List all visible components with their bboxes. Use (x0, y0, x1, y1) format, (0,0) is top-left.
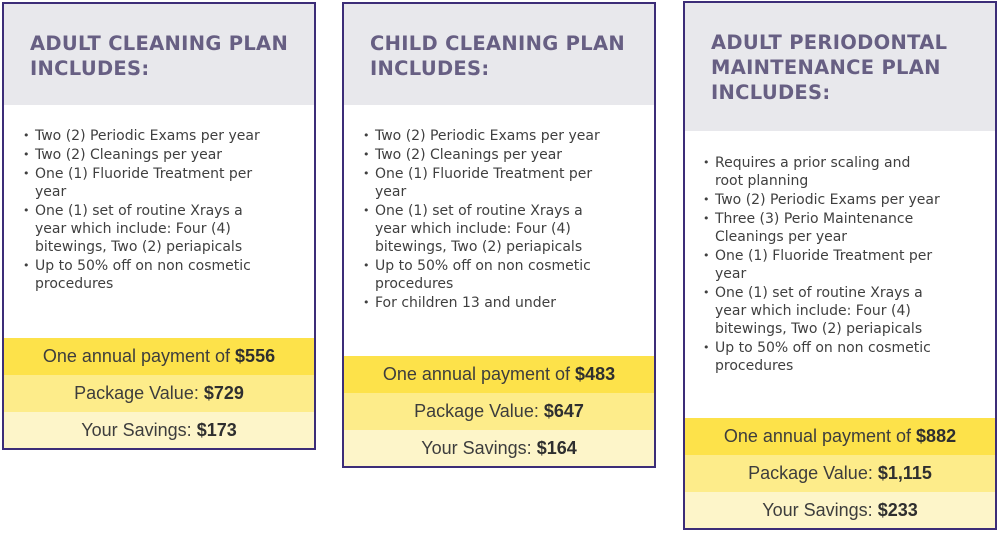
feature-list (23, 127, 304, 293)
savings-band (4, 412, 314, 448)
savings-price: $164 (536, 438, 577, 458)
plan-title: ADULT CLEANING PLAN INCLUDES: (30, 32, 289, 80)
savings-price: $233 (877, 500, 918, 520)
feature-item: • Up to 50% off on non cosmetic procedures (363, 257, 605, 293)
feature-item: • One (1) set of routine Xrays a year which include: Four (4) bitewings, Two (2) periapicals (703, 284, 945, 338)
feature-item: • One (1) Fluoride Treatment per year (703, 247, 945, 283)
package-value-band (685, 455, 995, 492)
savings-band (685, 492, 995, 528)
feature-item: • Two (2) Cleanings per year (363, 146, 644, 164)
plan-card-body (4, 105, 314, 338)
annual-payment-label: One annual payment of (42, 346, 231, 366)
package-value-price: $1,115 (877, 463, 932, 483)
package-value-band (4, 375, 314, 412)
feature-item: • One (1) set of routine Xrays a year which include: Four (4) bitewings, Two (2) periapicals (23, 202, 265, 256)
package-value-price: $647 (543, 401, 584, 421)
feature-item: • Two (2) Cleanings per year (23, 146, 304, 164)
plan-card-child-cleaning (342, 2, 656, 468)
plan-card-header (4, 4, 314, 105)
feature-item: • Two (2) Periodic Exams per year (363, 127, 644, 145)
plan-card-header (685, 3, 995, 131)
plan-title: CHILD CLEANING PLAN INCLUDES: (370, 32, 625, 80)
package-value-price: $729 (203, 383, 244, 403)
savings-band (344, 430, 654, 466)
plan-card-adult-cleaning (2, 2, 316, 450)
package-value-label: Package Value: (414, 401, 539, 421)
plan-card-adult-periodontal (683, 1, 997, 530)
package-value-band (344, 393, 654, 430)
annual-payment-band (344, 356, 654, 393)
savings-label: Your Savings: (421, 438, 532, 458)
annual-payment-band (685, 418, 995, 455)
feature-item: • Requires a prior scaling and root planning (703, 154, 925, 190)
annual-payment-price: $882 (916, 426, 957, 446)
feature-item: • Three (3) Perio Maintenance Cleanings per year (703, 210, 945, 246)
package-value-label: Package Value: (74, 383, 199, 403)
feature-item: • One (1) set of routine Xrays a year which include: Four (4) bitewings, Two (2) periapicals (363, 202, 605, 256)
savings-price: $173 (196, 420, 237, 440)
annual-payment-band (4, 338, 314, 375)
feature-item: • Up to 50% off on non cosmetic procedures (703, 339, 945, 375)
plan-card-body (685, 131, 995, 418)
annual-payment-label: One annual payment of (723, 426, 912, 446)
plan-card-header (344, 4, 654, 105)
feature-item: • One (1) Fluoride Treatment per year (363, 165, 605, 201)
plan-card-body (344, 105, 654, 356)
feature-list (703, 154, 985, 375)
savings-label: Your Savings: (762, 500, 873, 520)
feature-item: • One (1) Fluoride Treatment per year (23, 165, 265, 201)
annual-payment-label: One annual payment of (382, 364, 571, 384)
annual-payment-price: $483 (575, 364, 616, 384)
savings-label: Your Savings: (81, 420, 192, 440)
feature-item: • For children 13 and under (363, 294, 605, 312)
feature-list (363, 127, 644, 312)
plan-title: ADULT PERIODONTAL MAINTENANCE PLAN INCLUDES: (711, 31, 948, 104)
feature-item: • Up to 50% off on non cosmetic procedures (23, 257, 265, 293)
feature-item: • Two (2) Periodic Exams per year (23, 127, 304, 145)
annual-payment-price: $556 (235, 346, 276, 366)
package-value-label: Package Value: (748, 463, 873, 483)
feature-item: • Two (2) Periodic Exams per year (703, 191, 985, 209)
